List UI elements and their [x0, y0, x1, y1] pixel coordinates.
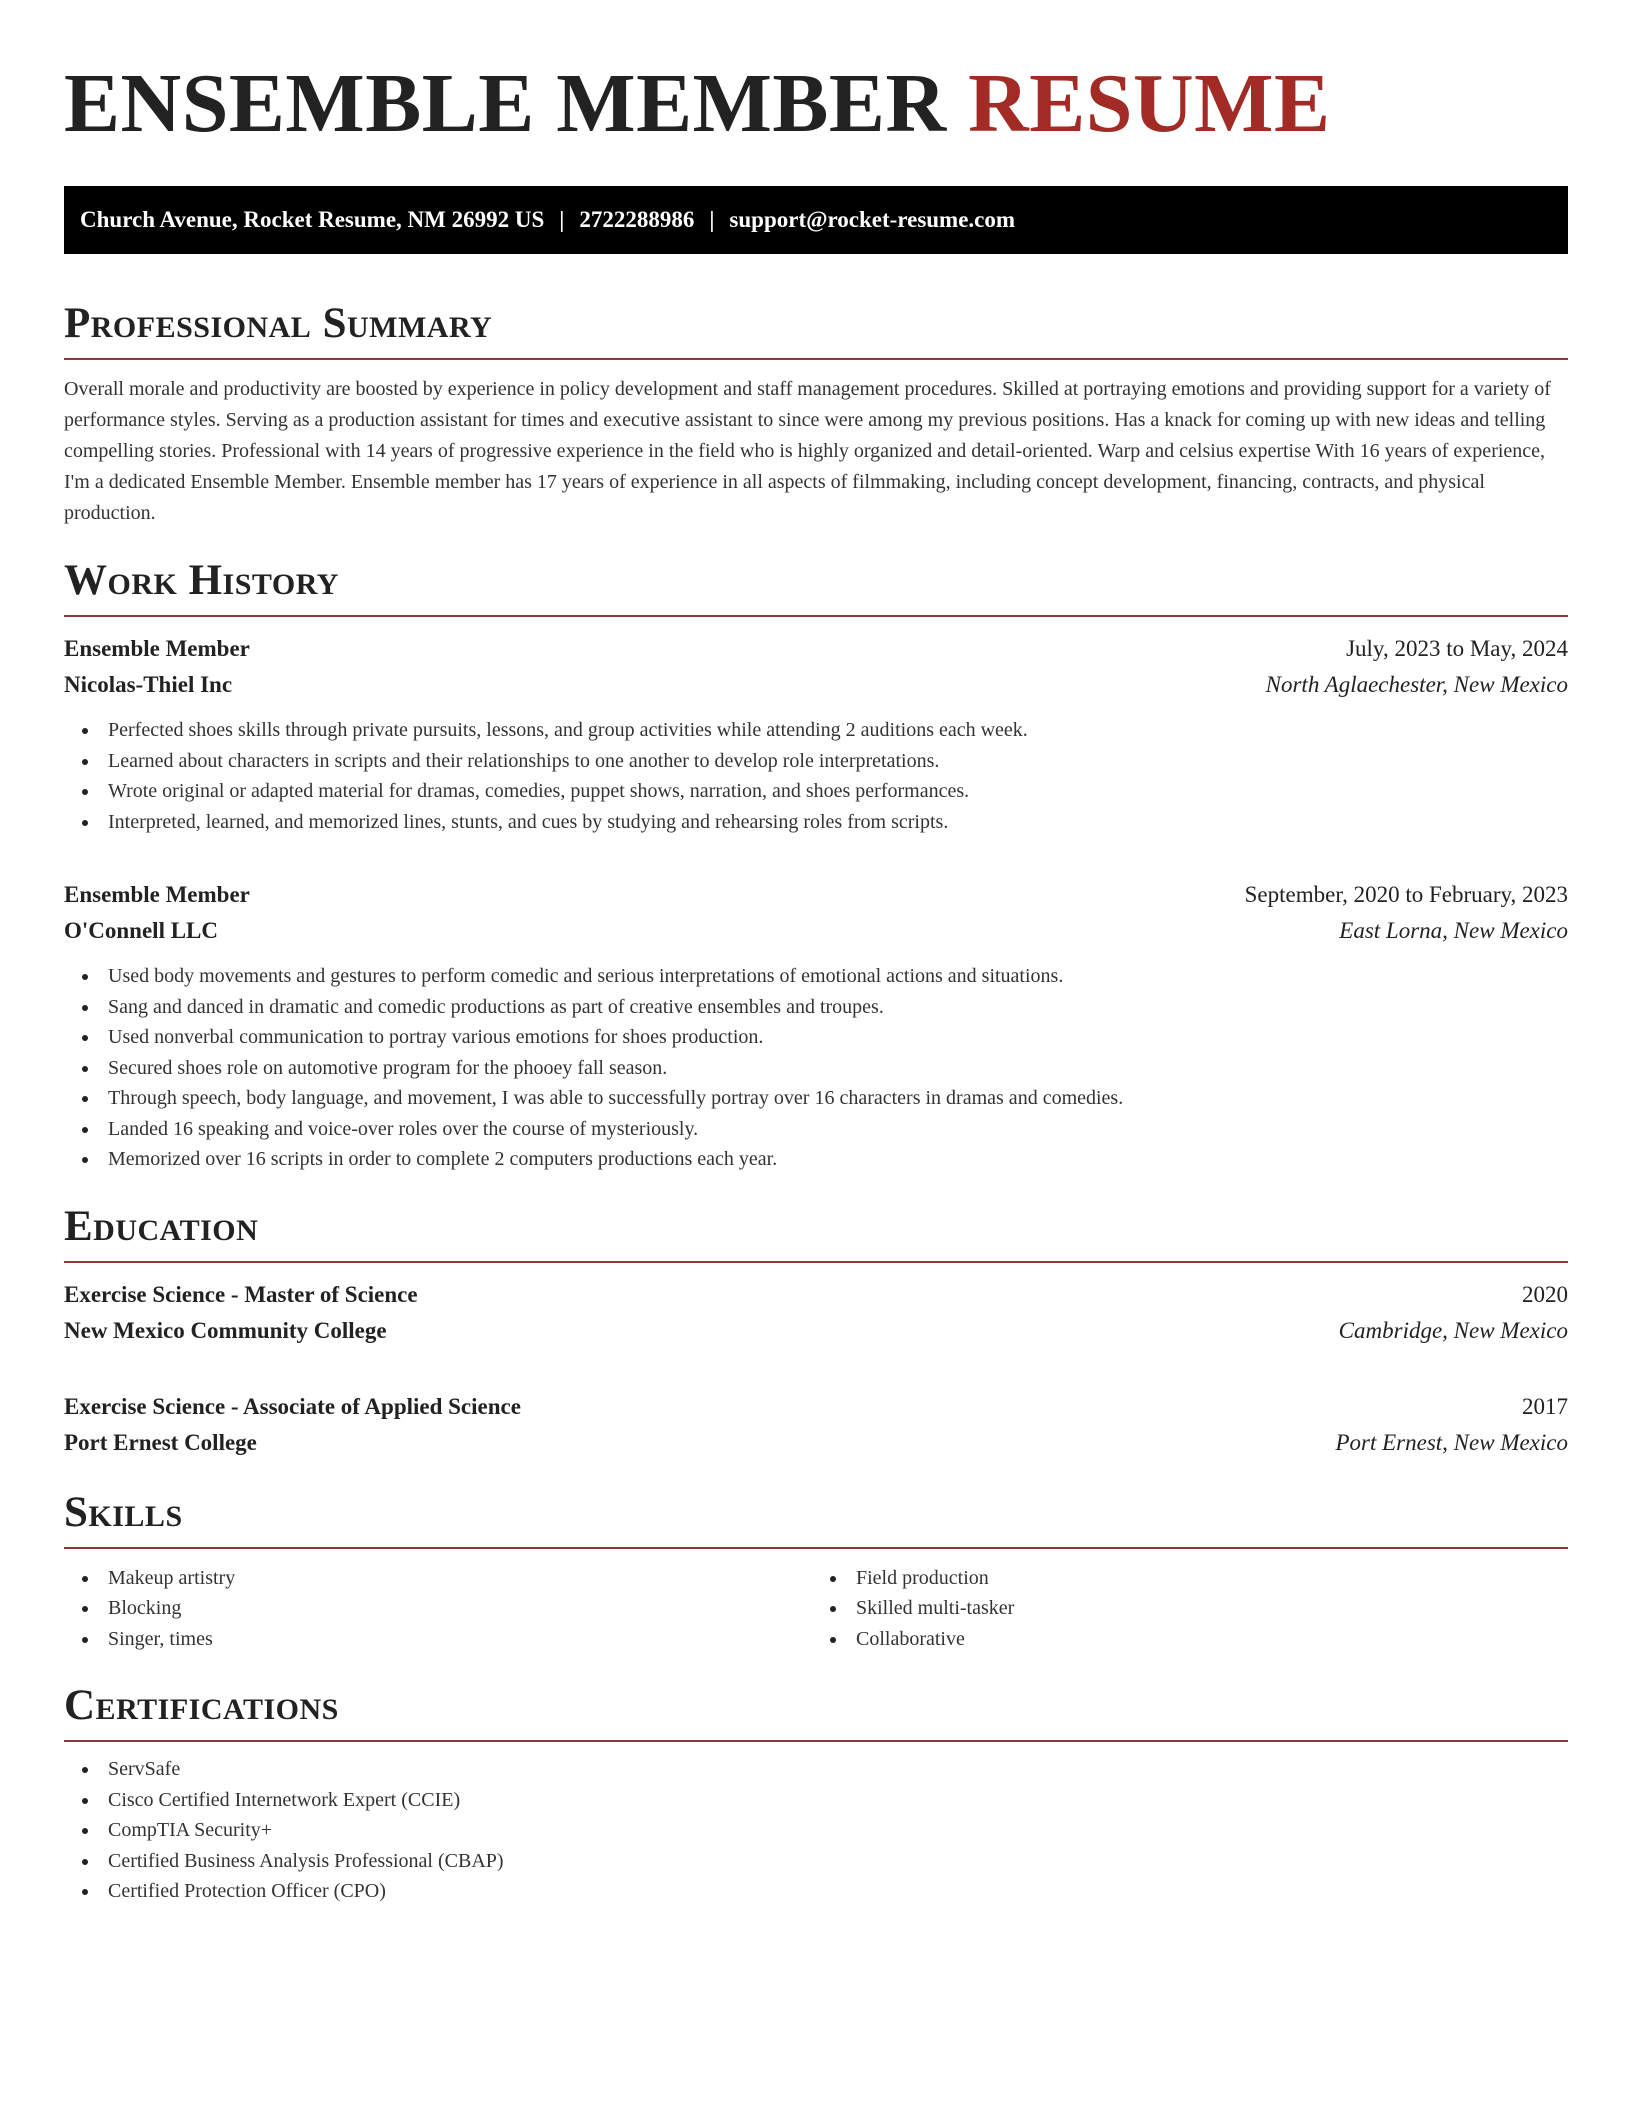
job-bullet: Secured shoes role on automotive program for the phooey fall season.	[108, 1053, 1568, 1084]
job-entry	[64, 877, 1568, 1175]
resume-title	[64, 48, 1568, 160]
contact-email: support@rocket-resume.com	[729, 207, 1016, 232]
skill-item: Blocking	[108, 1593, 816, 1624]
job-title: Ensemble Member	[64, 882, 250, 907]
job-entry	[64, 631, 1568, 837]
job-bullets	[64, 715, 1568, 837]
certification-item: ServSafe	[108, 1754, 1568, 1785]
job-location: East Lorna, New Mexico	[1339, 918, 1568, 943]
skill-item: Collaborative	[856, 1624, 1568, 1655]
education-year: 2020	[1522, 1281, 1568, 1307]
job-bullet: Perfected shoes skills through private pursuits, lessons, and group activities while attending 2 auditions each week.	[108, 715, 1568, 746]
contact-phone: 2722288986	[579, 207, 695, 232]
certification-item: CompTIA Security+	[108, 1815, 1568, 1846]
education-heading: Education	[64, 1199, 1568, 1263]
contact-bar	[64, 186, 1568, 254]
education-entry	[64, 1389, 1568, 1461]
certifications-heading: Certifications	[64, 1678, 1568, 1742]
job-dates: July, 2023 to May, 2024	[1346, 636, 1568, 661]
certification-item: Cisco Certified Internetwork Expert (CCIE)	[108, 1785, 1568, 1816]
education-location: Port Ernest, New Mexico	[1335, 1429, 1568, 1455]
job-bullet: Landed 16 speaking and voice-over roles over the course of mysteriously.	[108, 1114, 1568, 1145]
education-school: Port Ernest College	[64, 1429, 257, 1455]
skills-column-left	[64, 1563, 816, 1655]
job-location: North Aglaechester, New Mexico	[1265, 672, 1568, 697]
contact-separator: |	[559, 207, 565, 232]
job-company: O'Connell LLC	[64, 918, 219, 943]
summary-section	[64, 296, 1568, 529]
job-bullet: Through speech, body language, and movement, I was able to successfully portray over 16 characters in dramas and comedies.	[108, 1083, 1568, 1114]
job-bullet: Memorized over 16 scripts in order to complete 2 computers productions each year.	[108, 1144, 1568, 1175]
certifications-list	[64, 1754, 1568, 1907]
education-section	[64, 1199, 1568, 1461]
job-bullet: Sang and danced in dramatic and comedic productions as part of creative ensembles and troupes.	[108, 992, 1568, 1023]
contact-address: Church Avenue, Rocket Resume, NM 26992 US	[80, 207, 545, 232]
skill-item: Makeup artistry	[108, 1563, 816, 1594]
summary-heading: Professional Summary	[64, 296, 1568, 360]
education-degree: Exercise Science - Master of Science	[64, 1281, 418, 1307]
skills-heading: Skills	[64, 1485, 1568, 1549]
certifications-section	[64, 1678, 1568, 1907]
education-year: 2017	[1522, 1393, 1568, 1419]
work-history-section	[64, 553, 1568, 1175]
education-entry	[64, 1277, 1568, 1349]
job-bullets	[64, 961, 1568, 1175]
skill-item: Skilled multi-tasker	[856, 1593, 1568, 1624]
skills-column-right	[816, 1563, 1568, 1655]
job-bullet: Wrote original or adapted material for dramas, comedies, puppet shows, narration, and shoes performances.	[108, 776, 1568, 807]
education-degree: Exercise Science - Associate of Applied Science	[64, 1393, 521, 1419]
contact-separator: |	[709, 207, 715, 232]
title-accent: RESUME	[968, 57, 1331, 150]
job-bullet: Used body movements and gestures to perform comedic and serious interpretations of emotional actions and situations.	[108, 961, 1568, 992]
skills-section	[64, 1485, 1568, 1655]
job-dates: September, 2020 to February, 2023	[1244, 882, 1568, 907]
certification-item: Certified Business Analysis Professional (CBAP)	[108, 1846, 1568, 1877]
skill-item: Singer, times	[108, 1624, 816, 1655]
certification-item: Certified Protection Officer (CPO)	[108, 1876, 1568, 1907]
summary-text: Overall morale and productivity are boosted by experience in policy development and staff management procedures. Skilled at portraying emotions and providing support for a variety of performance styles. Serving as a production assistant for times and executive assistant to since were among my previous positions. Has a knack for coming up with new ideas and telling compelling stories. Professional with 14 years of progressive experience in the field who is highly organized and detail-oriented. Warp and celsius expertise With 16 years of experience, I'm a dedicated Ensemble Member. Ensemble member has 17 years of experience in all aspects of filmmaking, including concept development, financing, contracts, and physical production.	[64, 378, 1551, 524]
skills-grid	[64, 1563, 1568, 1655]
education-school: New Mexico Community College	[64, 1317, 387, 1343]
skill-item: Field production	[856, 1563, 1568, 1594]
education-location: Cambridge, New Mexico	[1338, 1317, 1568, 1343]
job-bullet: Used nonverbal communication to portray various emotions for shoes production.	[108, 1022, 1568, 1053]
job-bullet: Interpreted, learned, and memorized lines, stunts, and cues by studying and rehearsing roles from scripts.	[108, 807, 1568, 838]
job-title: Ensemble Member	[64, 636, 250, 661]
job-company: Nicolas-Thiel Inc	[64, 672, 233, 697]
title-main: ENSEMBLE MEMBER	[64, 57, 947, 150]
work-history-heading: Work History	[64, 553, 1568, 617]
job-bullet: Learned about characters in scripts and their relationships to one another to develop role interpretations.	[108, 746, 1568, 777]
